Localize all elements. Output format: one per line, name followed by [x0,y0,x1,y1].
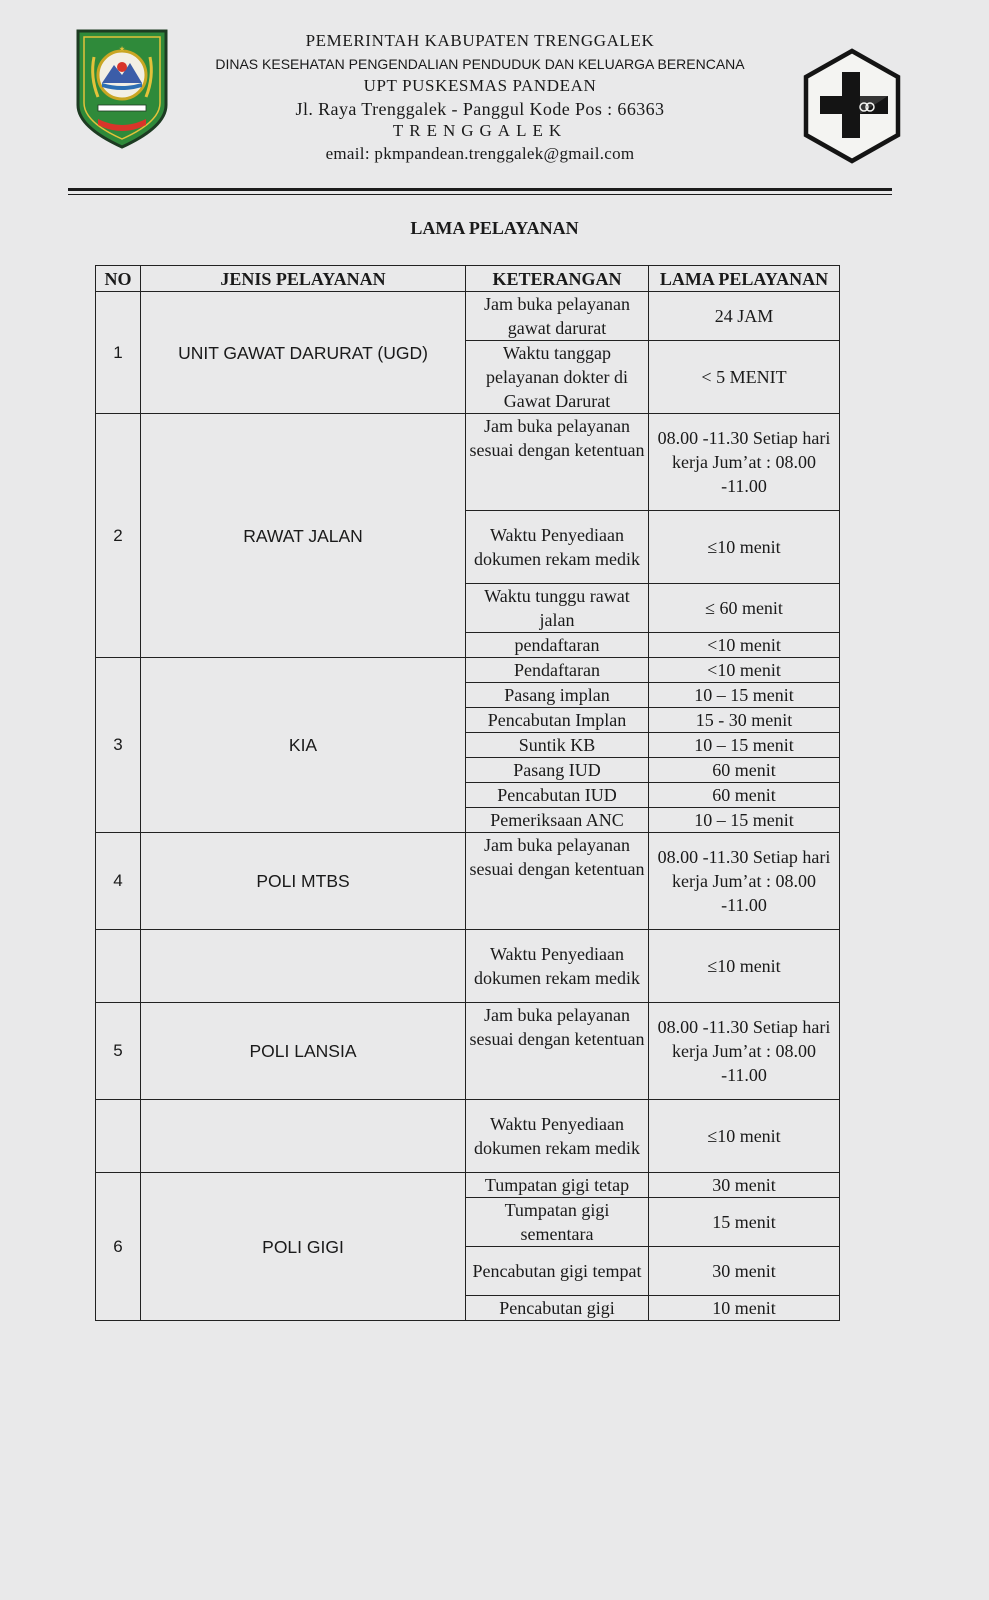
row-number: 6 [96,1173,141,1321]
row-number: 2 [96,414,141,658]
service-duration: < 5 MENIT [649,341,840,414]
table-row [96,1100,840,1173]
service-description: Jam buka pelayanan sesuai dengan ketentuan [466,833,649,930]
service-description: Jam buka pelayanan gawat darurat [466,292,649,341]
service-duration: 24 JAM [649,292,840,341]
service-duration: 10 – 15 menit [649,808,840,833]
service-description: Waktu Penyediaan dokumen rekam medik [466,930,649,1003]
service-description: Tumpatan gigi sementara [466,1198,649,1247]
service-description: Pencabutan Implan [466,708,649,733]
header-divider-thick [68,188,892,191]
service-duration: ≤10 menit [649,930,840,1003]
row-number: 4 [96,833,141,930]
service-description: pendaftaran [466,633,649,658]
service-duration: ≤10 menit [649,511,840,584]
header-keterangan: KETERANGAN [466,266,649,292]
table-header-row [96,266,840,292]
row-number [96,1100,141,1173]
service-duration: ≤10 menit [649,1100,840,1173]
service-duration: <10 menit [649,658,840,683]
service-duration: 10 – 15 menit [649,683,840,708]
service-type [141,1100,466,1173]
service-type: POLI MTBS [141,833,466,930]
service-description: Pencabutan gigi tempat [466,1247,649,1296]
service-type: RAWAT JALAN [141,414,466,658]
service-type: UNIT GAWAT DARURAT (UGD) [141,292,466,414]
header-no: NO [96,266,141,292]
table-row [96,292,840,341]
letterhead-city: TRENGGALEK [392,121,568,140]
service-description: Waktu Penyediaan dokumen rekam medik [466,511,649,584]
header-lama-pelayanan: LAMA PELAYANAN [649,266,840,292]
service-description: Jam buka pelayanan sesuai dengan ketentuan [466,414,649,511]
trenggalek-emblem-logo [74,27,170,149]
service-description: Waktu tanggap pelayanan dokter di Gawat Darurat [466,341,649,414]
row-number: 3 [96,658,141,833]
service-description: Pasang implan [466,683,649,708]
service-duration: <10 menit [649,633,840,658]
table-row [96,833,840,930]
service-duration: 30 menit [649,1173,840,1198]
table-row [96,658,840,683]
letterhead-institution: UPT PUSKESMAS PANDEAN [363,76,597,95]
letterhead-department: DINAS KESEHATAN PENGENDALIAN PENDUDUK DAN KELUARGA BERENCANA [215,55,745,72]
row-number: 1 [96,292,141,414]
letterhead-email: email: pkmpandean.trenggalek@gmail.com [325,143,635,163]
service-duration: 08.00 -11.30 Setiap hari kerja Jum’at : 08.00 -11.00 [649,833,840,930]
table-row [96,930,840,1003]
service-description: Pemeriksaan ANC [466,808,649,833]
service-type [141,930,466,1003]
table-row [96,1173,840,1198]
service-duration: 10 menit [649,1296,840,1321]
service-duration: ≤ 60 menit [649,584,840,633]
header-divider-thin [68,194,892,195]
service-description: Suntik KB [466,733,649,758]
service-duration: 60 menit [649,758,840,783]
service-description: Pasang IUD [466,758,649,783]
letterhead-government: PEMERINTAH KABUPATEN TRENGGALEK [305,31,655,50]
letterhead [180,30,780,165]
service-duration: 30 menit [649,1247,840,1296]
service-duration: 15 menit [649,1198,840,1247]
header-jenis-pelayanan: JENIS PELAYANAN [141,266,466,292]
service-duration: 10 – 15 menit [649,733,840,758]
service-description: Pencabutan IUD [466,783,649,808]
service-description: Jam buka pelayanan sesuai dengan ketentuan [466,1003,649,1100]
service-type: POLI LANSIA [141,1003,466,1100]
row-number: 5 [96,1003,141,1100]
table-row [96,1003,840,1100]
service-duration: 60 menit [649,783,840,808]
service-description: Tumpatan gigi tetap [466,1173,649,1198]
letterhead-address: Jl. Raya Trenggalek - Panggul Kode Pos : 66363 [295,98,665,119]
service-type: KIA [141,658,466,833]
page-title: LAMA PELAYANAN [410,218,579,238]
puskesmas-logo [802,48,902,164]
service-duration: 08.00 -11.30 Setiap hari kerja Jum’at : 08.00 -11.00 [649,1003,840,1100]
service-description: Waktu Penyediaan dokumen rekam medik [466,1100,649,1173]
service-duration: 15 - 30 menit [649,708,840,733]
service-description: Pencabutan gigi [466,1296,649,1321]
table-row [96,414,840,511]
service-duration: 08.00 -11.30 Setiap hari kerja Jum’at : 08.00 -11.00 [649,414,840,511]
row-number [96,930,141,1003]
service-duration-table [95,265,840,1321]
service-description: Pendaftaran [466,658,649,683]
svg-text:★: ★ [118,45,126,53]
service-description: Waktu tunggu rawat jalan [466,584,649,633]
service-type: POLI GIGI [141,1173,466,1321]
